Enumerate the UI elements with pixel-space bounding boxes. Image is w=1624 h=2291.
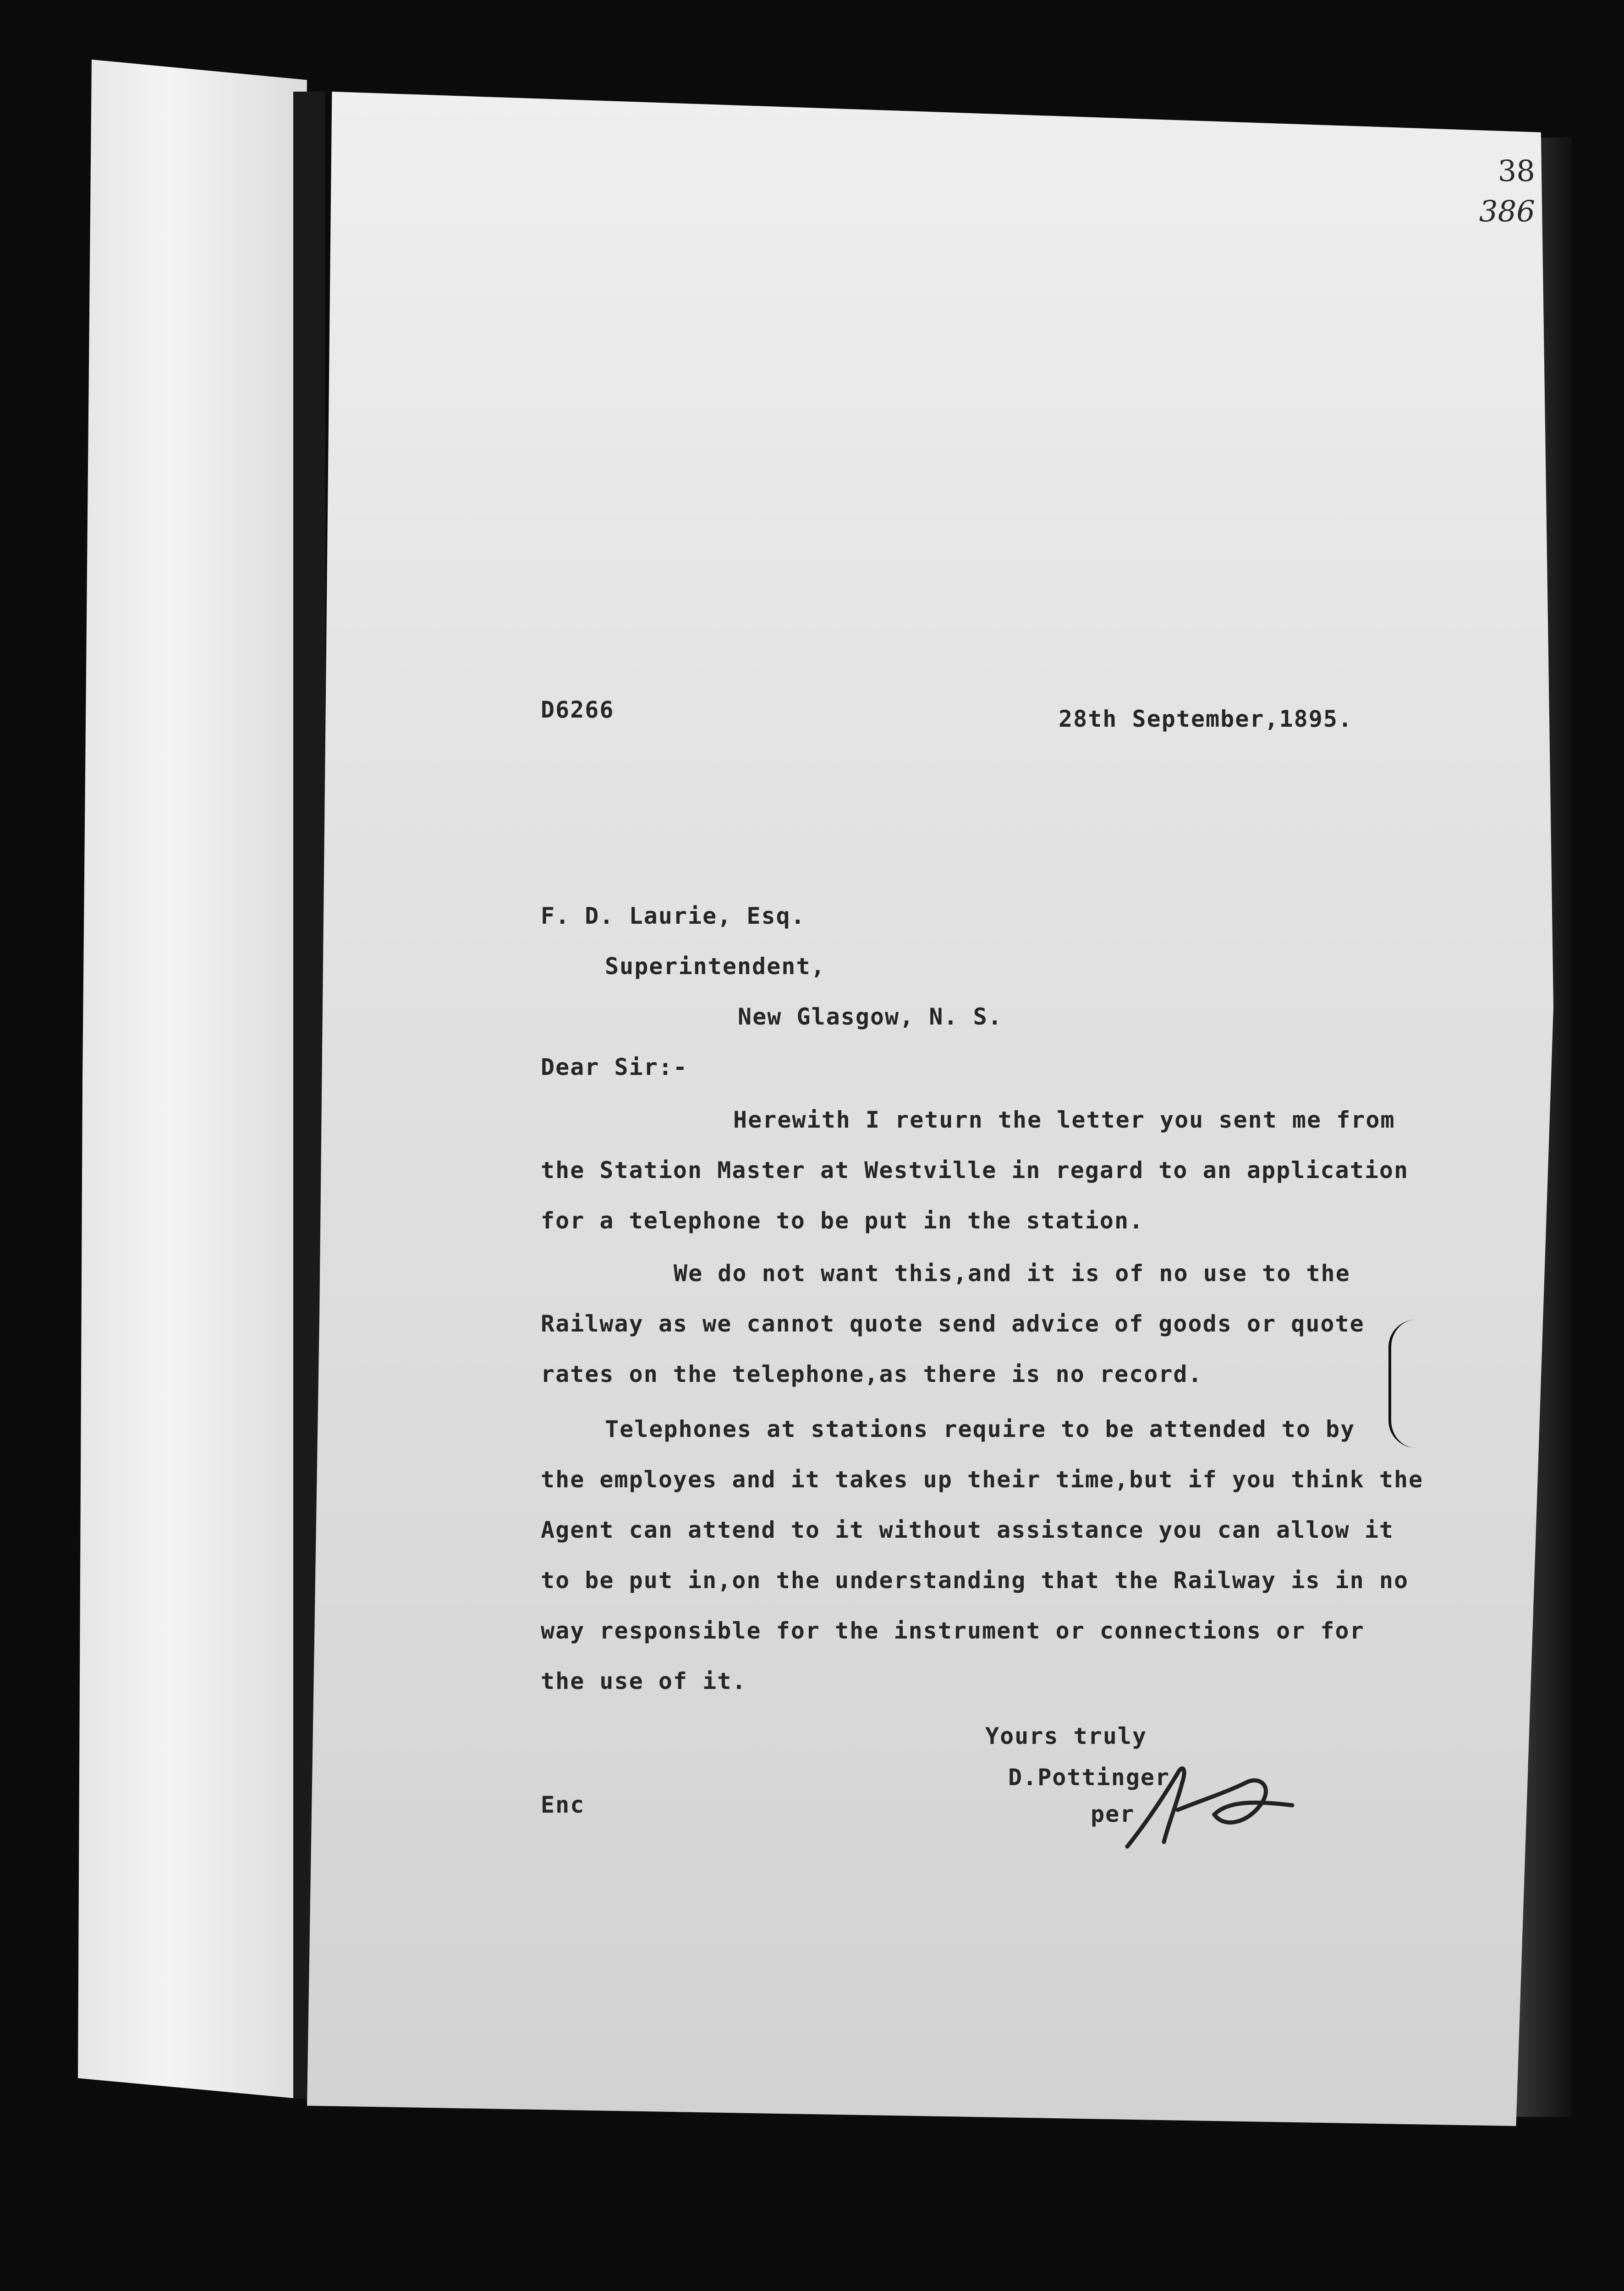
body-line: Herewith I return the letter you sent me from	[733, 1107, 1395, 1133]
body-line: for a telephone to be put in the station.	[541, 1207, 1144, 1234]
letter-date: 28th September,1895.	[1059, 706, 1353, 732]
handwritten-number: 386	[1479, 195, 1535, 229]
body-line: the Station Master at Westville in regard to an application	[541, 1157, 1409, 1184]
signatory: D.Pottinger	[1008, 1764, 1170, 1791]
body-line: rates on the telephone,as there is no record.	[541, 1361, 1203, 1387]
addressee-title: Superintendent,	[605, 953, 826, 980]
closing: Yours truly	[985, 1723, 1147, 1749]
left-paper-strip	[78, 60, 307, 2099]
archive-reference	[1462, 151, 1535, 232]
body-line: We do not want this,and it is of no use to the	[674, 1260, 1350, 1287]
body-line: the use of it.	[541, 1668, 747, 1694]
addressee-name: F. D. Laurie, Esq.	[541, 903, 806, 929]
signature-initials	[1109, 1755, 1301, 1856]
enclosure-note: Enc	[541, 1792, 585, 1818]
letter-reference: D6266	[541, 696, 614, 723]
stamped-number: 38	[1498, 154, 1535, 188]
body-line: the employes and it takes up their time,but if you think the	[541, 1466, 1424, 1493]
addressee-place: New Glasgow, N. S.	[738, 1003, 1003, 1030]
body-line: way responsible for the instrument or connections or for	[541, 1617, 1365, 1644]
margin-bracket-mark	[1388, 1320, 1423, 1448]
body-line: Telephones at stations require to be attended to by	[605, 1416, 1355, 1442]
body-line: Railway as we cannot quote send advice of goods or quote	[541, 1310, 1365, 1337]
body-line: to be put in,on the understanding that the Railway is in no	[541, 1567, 1409, 1594]
salutation: Dear Sir:-	[541, 1054, 688, 1080]
body-line: Agent can attend to it without assistance you can allow it	[541, 1517, 1394, 1543]
per-label: per	[1091, 1801, 1135, 1827]
